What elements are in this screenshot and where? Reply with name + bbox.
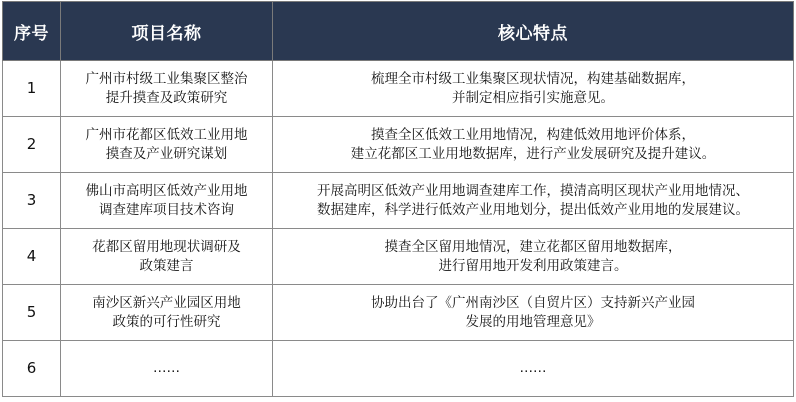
project-name-line: 花都区留用地现状调研及 [92,238,241,255]
project-name-line: 调查建库项目技术咨询 [99,201,234,218]
row-project-name [61,229,273,285]
header-project-name: 项目名称 [61,2,273,61]
project-name-line: 佛山市高明区低效产业用地 [85,182,248,199]
row-project-name [61,285,273,341]
project-name-line: 南沙区新兴产业园区用地 [92,294,241,311]
row-serial: 5 [3,285,61,341]
row-project-name [61,173,273,229]
row-project-name [61,341,273,397]
feature-line: 建立花都区工业用地数据库，进行产业发展研究及提升建议。 [350,145,716,162]
table-header-row [3,2,794,61]
row-serial: 1 [3,61,61,117]
row-serial: 3 [3,173,61,229]
row-core-features [273,117,794,173]
project-name-line: 政策的可行性研究 [112,313,221,330]
feature-line: 摸查全区低效工业用地情况，构建低效用地评价体系， [371,126,695,143]
table-body [3,61,794,397]
row-serial: 4 [3,229,61,285]
row-core-features [273,341,794,397]
row-core-features [273,285,794,341]
feature-line: 摸查全区留用地情况，建立花都区留用地数据库， [384,238,682,255]
feature-line: …… [519,360,547,376]
feature-line: 发展的用地管理意见》 [465,313,601,330]
row-project-name [61,61,273,117]
row-serial: 2 [3,117,61,173]
project-name-line: 摸查及产业研究谋划 [105,145,228,162]
row-serial: 6 [3,341,61,397]
feature-line: 进行留用地开发利用政策建言。 [438,257,628,274]
table-row [3,285,794,341]
table-row [3,173,794,229]
header-core-features: 核心特点 [273,2,794,61]
feature-line: 数据建库，科学进行低效产业用地划分，提出低效产业用地的发展建议。 [317,201,749,218]
project-table [2,1,794,397]
row-project-name [61,117,273,173]
project-name-line: 广州市村级工业集聚区整治 [85,70,248,87]
header-serial: 序号 [3,2,61,61]
table-row [3,61,794,117]
table-row [3,229,794,285]
feature-line: 梳理全市村级工业集聚区现状情况，构建基础数据库， [371,70,695,87]
row-core-features [273,61,794,117]
feature-line: 协助出台了《广州南沙区（自贸片区）支持新兴产业园 [371,294,695,311]
feature-line: 开展高明区低效产业用地调查建库工作，摸清高明区现状产业用地情况、 [317,182,749,199]
project-name-line: 广州市花都区低效工业用地 [85,126,248,143]
row-core-features [273,173,794,229]
project-name-line: …… [153,360,180,376]
feature-line: 并制定相应指引实施意见。 [452,89,614,106]
project-name-line: 政策建言 [139,257,194,274]
row-core-features [273,229,794,285]
project-name-line: 提升摸查及政策研究 [105,89,228,106]
table-row [3,117,794,173]
table-row [3,341,794,397]
